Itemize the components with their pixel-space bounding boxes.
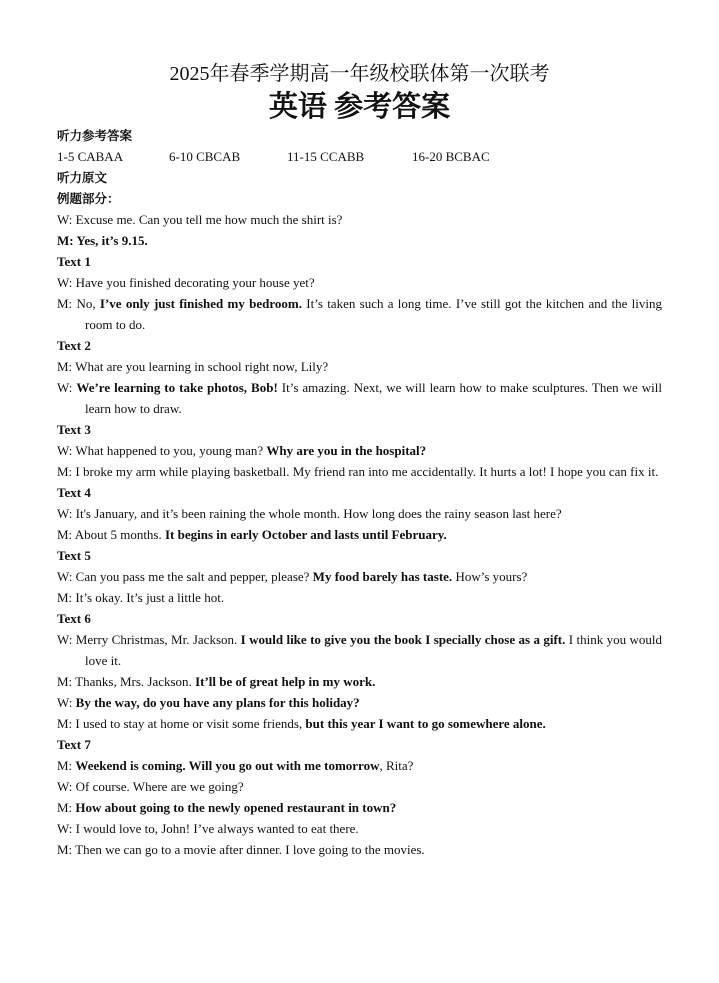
- key-sentence: I would like to give you the book I specially chose as a gift.: [240, 632, 566, 647]
- key-sentence: Why are you in the hospital?: [266, 443, 427, 458]
- dialogue-line: [57, 377, 662, 419]
- dialogue-line: [57, 713, 662, 734]
- dialogue-line: [57, 629, 662, 671]
- example-heading: 例题部分：: [57, 191, 120, 206]
- key-sentence: but this year I want to go somewhere alone.: [305, 716, 546, 731]
- dialogue-text: , Rita?: [379, 758, 414, 773]
- dialogue-text: How’s yours?: [452, 569, 528, 584]
- dialogue-line: [57, 587, 662, 608]
- dialogue-text: W: What happened to you, young man?: [57, 443, 267, 458]
- dialogue-line: [57, 797, 662, 818]
- dialogue-text: W: I would love to, John! I’ve always wanted to eat there.: [57, 821, 359, 836]
- dialogue-line: [57, 524, 662, 545]
- key-sentence: How about going to the newly opened restaurant in town?: [75, 800, 397, 815]
- key-sentence: We’re learning to take photos, Bob!: [76, 380, 278, 395]
- dialogue-line: [57, 503, 662, 524]
- dialogue-line: [57, 356, 662, 377]
- answer-group: 6-10 CBCAB: [169, 149, 241, 164]
- dialogue-line: [57, 692, 662, 713]
- dialogue-line: [57, 818, 662, 839]
- dialogue-text: M: I broke my arm while playing basketball. My friend ran into me accidentally. It hurts a lot! I hope you can fix it.: [57, 464, 659, 479]
- text-heading: Text 5: [57, 548, 91, 563]
- dialogue-text: W: Can you pass me the salt and pepper, please?: [57, 569, 313, 584]
- dialogue-text: W: Excuse me. Can you tell me how much the shirt is?: [57, 212, 343, 227]
- answer-group: 1-5 CABAA: [57, 149, 124, 164]
- text-heading: Text 4: [57, 485, 91, 500]
- dialogue-text: W: Of course. Where are we going?: [57, 779, 244, 794]
- text-heading: Text 6: [57, 611, 91, 626]
- dialogue-line: [57, 566, 662, 587]
- dialogue-text: It’s amazing. Next, we will learn how to make sculptures. Then we will learn how to draw.: [85, 380, 663, 416]
- dialogue-line: [57, 230, 662, 251]
- dialogue-text: M:: [57, 800, 76, 815]
- answer-group: 11-15 CCABB: [287, 149, 365, 164]
- dialogue-line: [57, 839, 662, 860]
- listening-answers-heading: 听力参考答案: [57, 128, 133, 143]
- dialogue-text: M: It’s okay. It’s just a little hot.: [57, 590, 225, 605]
- dialogue-text: M: About 5 months.: [57, 527, 165, 542]
- dialogue-text: M: What are you learning in school right now, Lily?: [57, 359, 329, 374]
- key-sentence: By the way, do you have any plans for this holiday?: [75, 695, 360, 710]
- key-sentence: M: Yes, it’s 9.15.: [57, 233, 148, 248]
- dialogue-text: M: Thanks, Mrs. Jackson.: [57, 674, 196, 689]
- exam-title: 2025年春季学期高一年级校联体第一次联考: [169, 63, 550, 85]
- subject-title: 英语 参考答案: [268, 91, 451, 123]
- dialogue-text: M: I used to stay at home or visit some friends,: [57, 716, 306, 731]
- dialogue-text: It’s taken such a long time. I’ve still got the kitchen and the living room to do.: [85, 296, 663, 332]
- key-sentence: It’ll be of great help in my work.: [195, 674, 376, 689]
- document-body: [57, 125, 662, 860]
- dialogue-text: M:: [57, 758, 76, 773]
- dialogue-text: W: It's January, and it’s been raining the whole month. How long does the rainy season last here?: [57, 506, 562, 521]
- dialogue-line: [57, 272, 662, 293]
- key-sentence: It begins in early October and lasts until February.: [165, 527, 447, 542]
- dialogue-text: I think you would love it.: [85, 632, 662, 668]
- listening-answers-row: [57, 146, 662, 167]
- key-sentence: Weekend is coming. Will you go out with me tomorrow: [75, 758, 380, 773]
- dialogue-line: [57, 461, 662, 482]
- key-sentence: I’ve only just finished my bedroom.: [99, 296, 303, 311]
- dialogue-line: [57, 293, 662, 335]
- transcript-lines: [57, 209, 662, 860]
- answer-group: 16-20 BCBAC: [412, 149, 490, 164]
- dialogue-line: [57, 776, 662, 797]
- dialogue-text: W:: [57, 380, 77, 395]
- text-heading: Text 2: [57, 338, 91, 353]
- text-heading: Text 3: [57, 422, 91, 437]
- dialogue-text: M: No,: [57, 296, 100, 311]
- dialogue-text: M: Then we can go to a movie after dinner. I love going to the movies.: [57, 842, 425, 857]
- dialogue-line: [57, 440, 662, 461]
- dialogue-text: W:: [57, 695, 76, 710]
- dialogue-line: [57, 755, 662, 776]
- key-sentence: My food barely has taste.: [312, 569, 453, 584]
- text-heading: Text 7: [57, 737, 91, 752]
- dialogue-text: W: Have you finished decorating your house yet?: [57, 275, 315, 290]
- dialogue-text: W: Merry Christmas, Mr. Jackson.: [57, 632, 241, 647]
- transcript-heading: 听力原文: [57, 170, 108, 185]
- dialogue-line: [57, 209, 662, 230]
- text-heading: Text 1: [57, 254, 91, 269]
- dialogue-line: [57, 671, 662, 692]
